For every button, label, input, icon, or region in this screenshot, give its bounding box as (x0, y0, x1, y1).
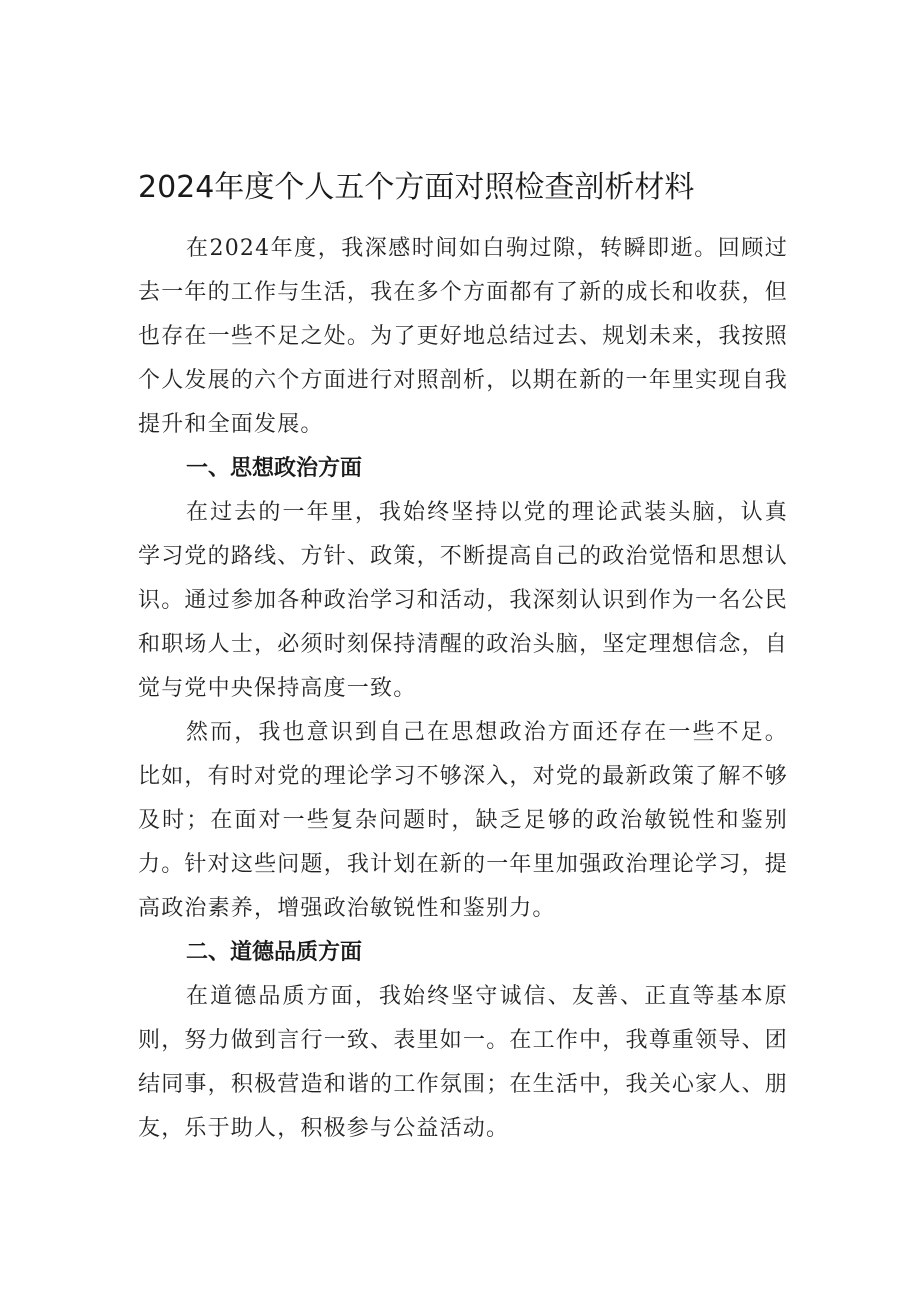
document-title: 2024年度个人五个方面对照检查剖析材料 (138, 170, 695, 205)
section-heading-political: 一、思想政治方面 (186, 456, 363, 481)
political-paragraph-2: 然而，我也意识到自己在思想政治方面还存在一些不足。比如，有时对党的理论学习不够深入，对党的最新政策了解不够及时；在面对一些复杂问题时，缺乏足够的政治敏锐性和鉴别力。针对这些问题，我计划在新的一年里加强政治理论学习，提高政治素养，增强政治敏锐性和鉴别力。 (138, 720, 788, 921)
section-heading-moral: 二、道德品质方面 (186, 940, 363, 965)
moral-paragraph-1: 在道德品质方面，我始终坚守诚信、友善、正直等基本原则，努力做到言行一致、表里如一。在工作中，我尊重领导、团结同事，积极营造和谐的工作氛围；在生活中，我关心家人、朋友，乐于助人，积极参与公益活动。 (138, 984, 788, 1141)
intro-paragraph: 在2024年度，我深感时间如白驹过隙，转瞬即逝。回顾过去一年的工作与生活，我在多个方面都有了新的成长和收获，但也存在一些不足之处。为了更好地总结过去、规划未来，我按照个人发展的六个方面进行对照剖析，以期在新的一年里实现自我提升和全面发展。 (138, 236, 788, 437)
document-body (138, 227, 788, 1151)
political-paragraph-1: 在过去的一年里，我始终坚持以党的理论武装头脑，认真学习党的路线、方针、政策，不断提高自己的政治觉悟和思想认识。通过参加各种政治学习和活动，我深刻认识到作为一名公民和职场人士，必须时刻保持清醒的政治头脑，坚定理想信念，自觉与党中央保持高度一致。 (138, 500, 788, 701)
